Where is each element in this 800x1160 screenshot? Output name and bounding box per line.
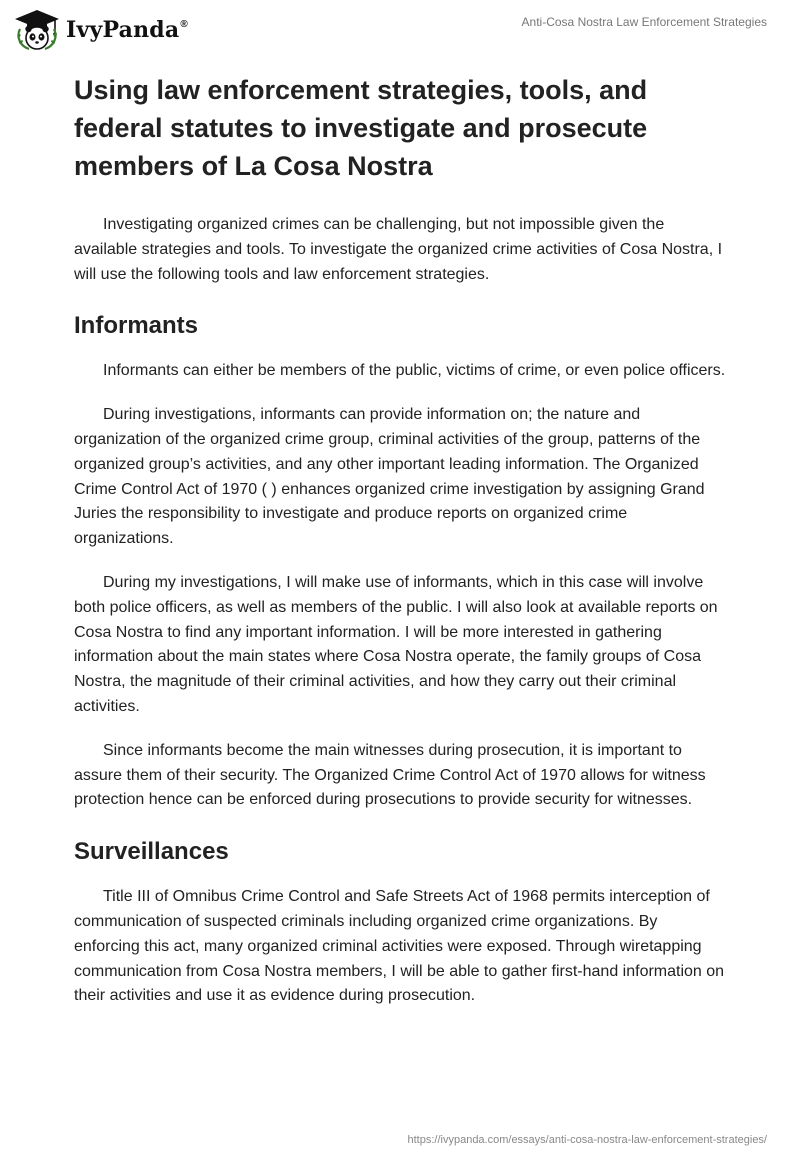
- paragraph: During investigations, informants can provide information on; the nature and organization of the organized crime group, criminal activities of the group, patterns of the organized group’s activities, and any other important leading information. The Organized Crime Control Act of 1970 ( ) enhances organized crime investigation by assigning Grand Juries the responsibility to investigate and produce reports on organized crime organizations.: [74, 406, 705, 548]
- section-heading-informants: Informants: [74, 312, 199, 340]
- paragraph: Since informants become the main witnesses during prosecution, it is important to assure them of their security. The Organized Crime Control Act of 1970 allows for witness protection hence can be enforced during prosecutions to provide security for witnesses.: [74, 741, 706, 809]
- paragraph: Informants can either be members of the public, victims of crime, or even police officers.: [103, 362, 726, 380]
- intro-paragraph: Investigating organized crimes can be challenging, but not impossible given the available strategies and tools. To investigate the organized crime activities of Cosa Nostra, I will use the following tools and law enforcement strategies.: [74, 216, 723, 283]
- article: [74, 71, 726, 1009]
- section-heading-surveillances: Surveillances: [74, 838, 229, 866]
- brand-name: IvyPanda®: [66, 17, 188, 43]
- paragraph: During my investigations, I will make use of informants, which in this case will involve both police officers, as well as members of the public. I will also look at available reports on Cosa Nostra to find any important information. I will be more interested in gathering information about the main states where Cosa Nostra operate, the family groups of Cosa Nostra, the magnitude of their criminal activities, and how they carry out their criminal activities.: [74, 573, 718, 715]
- source-url[interactable]: https://ivypanda.com/essays/anti-cosa-nostra-law-enforcement-strategies/: [407, 1134, 767, 1146]
- brand-logo[interactable]: [14, 9, 188, 51]
- paragraph: Title III of Omnibus Crime Control and Safe Streets Act of 1968 permits interception of communication of suspected criminals including organized crime organizations. By enforcing this act, many organized criminal activities were exposed. Through wiretapping communication from Cosa Nostra members, I will be able to gather first-hand information on their activities and use it as evidence during prosecution.: [74, 888, 725, 1005]
- page-header: [0, 0, 800, 60]
- page-title: Using law enforcement strategies, tools, and federal statutes to investigate and prosecute members of La Cosa Nostra: [74, 75, 648, 181]
- panda-graduate-icon: [14, 9, 60, 51]
- document-title: Anti-Cosa Nostra Law Enforcement Strategies: [521, 15, 767, 29]
